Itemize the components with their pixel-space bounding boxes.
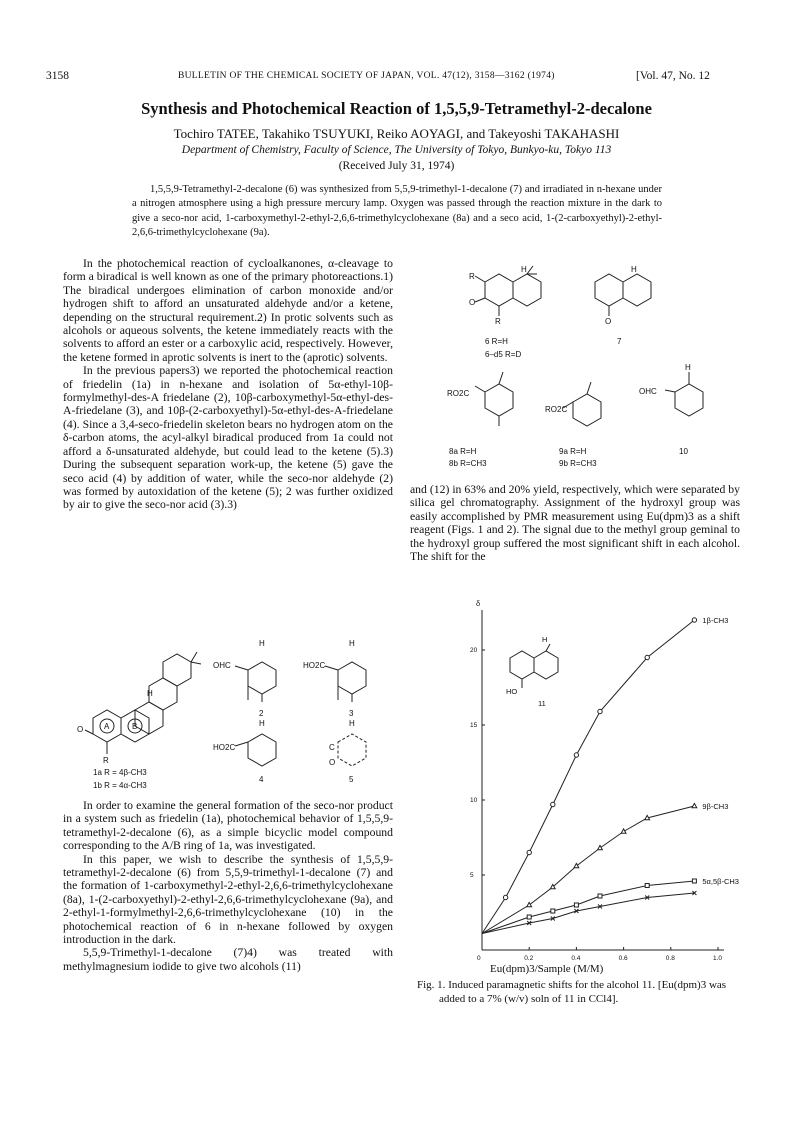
figure-caption <box>417 979 742 1006</box>
caption-text: Induced paramagnetic shifts for the alcohol 11. [Eu(dpm)3 was added to a 7% (w/v) soln of 11 in CCl4]. <box>439 979 727 1005</box>
column-right <box>410 483 740 563</box>
compound-8b-label: 8b R=CH3 <box>449 459 487 468</box>
abstract-text: 1,5,5,9-Tetramethyl-2-decalone (6) was synthesized from 5,5,9-trimethyl-1-decalone (7) and irradiated in n-hexane under a nitrogen atmosphere using a high pressure mercury lamp. Oxygen was passed through the reaction mixture in the dark to give a seco-nor acid, 1-carboxymethyl-2-ethyl-2,6,6-trimethylcyclohexane (8a) and a seco acid, 1-(2-carboxyethyl)-2-ethyl-2,6,6-trimethylcyclohexane (9a). <box>132 184 662 239</box>
y-axis-label: δ <box>476 599 481 608</box>
x-tick-label: 0 <box>477 955 481 962</box>
o-label-7: O <box>605 317 612 326</box>
r-label-6b: R <box>495 317 501 326</box>
ring-e-shape <box>163 654 191 686</box>
figure-number: Fig. 1. <box>417 979 446 991</box>
data-point <box>527 902 532 906</box>
series-line <box>482 620 694 934</box>
compound-1a-label: 1a R = 4β-CH3 <box>93 768 147 777</box>
data-point <box>503 895 507 899</box>
data-point <box>598 709 602 713</box>
column-left-upper <box>63 257 393 512</box>
ro2c-label-8: RO2C <box>447 389 470 398</box>
compound-2-label: 2 <box>259 709 264 718</box>
paragraph-synthesis: 5,5,9-Trimethyl-1-decalone (7)4) was treated with methylmagnesium iodide to give two alcohols (11) <box>63 946 393 973</box>
x-tick-label: 0.8 <box>665 955 675 962</box>
data-point <box>645 815 650 819</box>
paragraph-aim: In order to examine the general formation of the seco-nor product in a system such as friedelin (1a), photochemical behavior of 1,5,5,9-tetramethyl-2-decalone (6), as a simple bicyclic model compound corresponding to the A/B ring of 1a, was investigated. <box>63 799 393 853</box>
paper-title: Synthesis and Photochemical Reaction of 1,5,5,9-Tetramethyl-2-decalone <box>141 99 652 118</box>
data-point <box>551 802 555 806</box>
series-label: 5α,5β-CH3 <box>702 877 739 886</box>
y-tick-label: 20 <box>470 647 478 654</box>
x-tick-label: 0.6 <box>618 955 628 962</box>
series-label: 9β-CH3 <box>702 802 729 811</box>
o-label-6: O <box>469 298 476 307</box>
data-point <box>527 915 531 919</box>
received-date: (Received July 31, 1974) <box>338 160 455 172</box>
data-point <box>621 829 626 833</box>
x-tick-label: 0.4 <box>571 955 581 962</box>
x-tick-label: 1.0 <box>713 955 723 962</box>
column-left-lower <box>63 799 393 973</box>
compound-3-label: 3 <box>349 709 354 718</box>
h-label-10: H <box>685 363 691 372</box>
x-axis-label: Eu(dpm)3/Sample (M/M) <box>490 963 604 975</box>
series-line <box>482 806 694 934</box>
data-point <box>645 884 649 888</box>
data-point <box>598 845 603 849</box>
data-point <box>645 655 649 659</box>
author-list: Tochiro TATEE, Takahiko TSUYUKI, Reiko AOYAGI, and Takeyoshi TAKAHASHI <box>173 126 620 141</box>
paragraph-scope: In this paper, we wish to describe the synthesis of 1,5,5,9-tetramethyl-2-decalone (6) from 5,5,9-trimethyl-1-decalone (7) and the formation of 1-carboxymethyl-2-ethyl-2,6,6-trimethylcyclohexane (8a), 1-(2-carboxyethyl)-2-ethyl-2,6,6-trimethylcyclohexane (9a), and 2-ethyl-1-formylmethyl-2,6,6-trimethylcyclohexane (10) in the photochemical reaction of 6 in n-hexane followed by oxygen introduction in the dark. <box>63 852 393 947</box>
ho2c-label-3: HO2C <box>303 661 326 670</box>
h-label-6: H <box>521 265 527 274</box>
compound-9b-label: 9b R=CH3 <box>559 459 597 468</box>
paragraph-assignment: and (12) in 63% and 20% yield, respectively, which were separated by silica gel chromatography. Assignment of the hydroxyl group was easily accomplished by PMR measurement using Eu(dpm)3 as a shift reagent (Figs. 1 and 2). The signal due to the methyl group geminal to the hydroxyl group suffered the most significant shift in each alcohol. The shift for the <box>410 483 740 564</box>
fig1-chart <box>430 598 750 968</box>
compound-4-label: 4 <box>259 775 264 784</box>
compound-5-label: 5 <box>349 775 354 784</box>
y-tick-label: 5 <box>470 872 474 879</box>
compound-10-label: 10 <box>679 447 688 456</box>
h-label-7: H <box>631 265 637 274</box>
data-point <box>527 850 531 854</box>
h-label-11: H <box>542 635 548 644</box>
ho-label-11: HO <box>506 687 518 696</box>
data-point <box>598 894 602 898</box>
data-point <box>692 879 696 883</box>
journal-name: BULLETIN OF THE CHEMICAL SOCIETY OF JAPAN, VOL. 47(12), 3158—3162 (1974) <box>178 71 555 81</box>
data-point <box>692 618 696 622</box>
x-tick-label: 0.2 <box>524 955 534 962</box>
o-label-5: O <box>329 758 336 767</box>
ohc-label-2: OHC <box>213 661 231 670</box>
y-tick-label: 15 <box>470 722 478 729</box>
decalone-structures <box>445 262 745 477</box>
compound-8a-label: 8a R=H <box>449 447 477 456</box>
ring-a-label: A <box>104 722 110 731</box>
y-tick-label: 10 <box>470 797 478 804</box>
ring-d-shape <box>149 678 177 710</box>
series-line <box>482 893 694 934</box>
compound-6d5-label: 6–d5 R=D <box>485 350 522 359</box>
h-label-3: H <box>349 639 355 648</box>
paragraph-previous-work: In the previous papers3) we reported the photochemical reaction of friedelin (1a) in n-hexane and isolation of 5α-ethyl-10β-formylmethyl-des-A friedelane (2), 10β-carboxymethyl-5α-ethyl-des-A-friedelane (3), and 10β-(2-carboxyethyl)-5α-ethyl-des-A-friedelane (4). Since a 3,4-seco-friedelin skeleton bears no hydrogen atom on the δ-carbon atoms, the acyl-alkyl biradical produced from 1a could not afford a δ-unsaturated aldehyde, but could lead to the ketene (5).3) During the subsequent separation work-up, the ketene (5) gave the seco acid (4) by addition of water, while the seco-nor aldehyde (2) was formed by autoxidation of the ketene (5); 2 was further oxidized by air to give the seco-nor acid (3).3) <box>63 364 393 512</box>
friedelin-structures <box>63 630 403 795</box>
abstract <box>132 183 662 241</box>
page-number: 3158 <box>46 70 69 82</box>
compound-9a-label: 9a R=H <box>559 447 587 456</box>
ro2c-label-9: RO2C <box>545 405 568 414</box>
volume-info: [Vol. 47, No. 12 <box>636 70 710 82</box>
data-point <box>551 909 555 913</box>
ketone-o-label: O <box>77 725 84 734</box>
compound-7-label: 7 <box>617 337 622 346</box>
h-label-1a: H <box>147 689 153 698</box>
data-point <box>574 863 579 867</box>
structure-11 <box>510 644 558 688</box>
compound-1b-label: 1b R = 4α-CH3 <box>93 781 147 790</box>
running-header <box>0 70 793 88</box>
series-label: 1β-CH3 <box>702 616 729 625</box>
ho2c-label-4: HO2C <box>213 743 236 752</box>
paragraph-intro: In the photochemical reaction of cycloalkanones, α-cleavage to form a biradical is well known as one of the primary photoreactions.1) The biradical undergoes elimination of carbon monoxide and/or hydrogen shift to afford an unsaturated aldehyde and/or a ketene, depending on the structural requirement.2) In protic solvents such as alcohols or aqueous solvents, the ketene immediately reacts with the solvents to afford an ester or a carboxylic acid, respectively. However, the ketene formed in aprotic solvents is inert to the (aprotic) solvents. <box>63 257 393 364</box>
r-sub-label: R <box>103 756 109 765</box>
affiliation: Department of Chemistry, Faculty of Science, The University of Tokyo, Bunkyo-ku, Tokyo 113 <box>181 144 612 156</box>
series-line <box>482 881 694 934</box>
ohc-label-10: OHC <box>639 387 657 396</box>
h-label-5: H <box>349 719 355 728</box>
c-label-5: C <box>329 743 335 752</box>
h-label-4: H <box>259 719 265 728</box>
h-label-2: H <box>259 639 265 648</box>
compound-11-label: 11 <box>538 699 546 708</box>
ring-b-label: B <box>132 722 138 731</box>
r-label-6a: R <box>469 272 475 281</box>
compound-6-label: 6 R=H <box>485 337 508 346</box>
data-point <box>574 903 578 907</box>
data-point <box>692 803 697 807</box>
data-point <box>574 753 578 757</box>
